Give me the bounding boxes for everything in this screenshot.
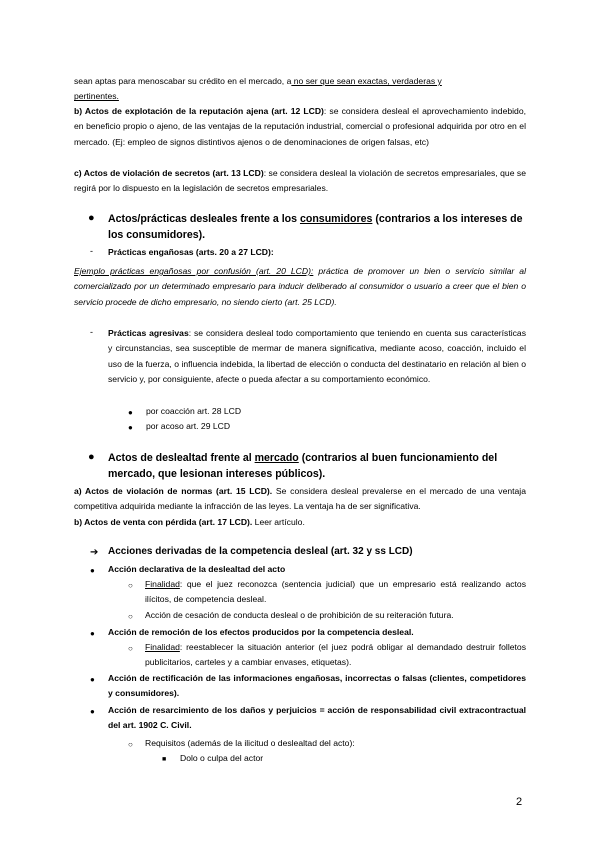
market-title-u: mercado: [254, 452, 299, 464]
a4-s1-square: ■: [162, 756, 167, 763]
actions-arrow: ➔: [90, 547, 99, 558]
a2-bullet: ●: [90, 629, 95, 638]
agresivas-dash: -: [90, 327, 93, 337]
item-c-secretos: [74, 166, 526, 197]
coaccion-bullet: ●: [128, 408, 133, 417]
market-b-label: b) Actos de venta con pérdida (art. 17 LCD).: [74, 517, 253, 527]
market-item-b: [74, 515, 526, 530]
market-item-a: [74, 484, 526, 515]
consumers-bullet: ●: [88, 212, 95, 224]
agresivas-paragraph: [108, 326, 526, 388]
a3-title: Acción de rectificación de las informaciones engañosas, incorrectas o falsas (clientes, competidores y consumidores).: [108, 673, 526, 699]
intro-underlined-2: pertinentes.: [74, 91, 119, 102]
consumers-title-b: (contrarios a los intereses de: [372, 213, 523, 225]
a2-s1-circle: ○: [128, 644, 133, 653]
item-c-label: c) Actos de violación de secretos (art. 13 LCD): [74, 168, 264, 178]
market-bullet: ●: [88, 451, 95, 463]
a1-s1-label: Finalidad: [145, 579, 180, 589]
a1-s2-circle: ○: [128, 612, 133, 621]
a1-s1-text: : que el juez reconozca (sentencia judicial) que un empresario está realizando actos ilícitos, de competencia desleal.: [145, 579, 526, 605]
consumers-title-a: Actos/prácticas desleales frente a los: [108, 213, 300, 225]
consumers-title-line2: los consumidores).: [108, 229, 206, 241]
a4-s1-circle: ○: [128, 740, 133, 749]
market-b-text: Leer artículo.: [252, 517, 305, 527]
a4-bullet: ●: [90, 707, 95, 716]
item-c-text: : se considera desleal la violación de secretos empresariales, que se regirá por lo dispuesto en la legislación de secretos empresariales.: [74, 168, 526, 194]
a1-title: Acción declarativa de la deslealtad del acto: [108, 564, 286, 574]
item-b-label: b) Actos de explotación de la reputación ajena (art. 12 LCD): [74, 106, 324, 116]
market-title-a: Actos de deslealtad frente al: [108, 452, 255, 464]
a2-s1-label: Finalidad: [145, 642, 180, 652]
agresivas-label: Prácticas agresivas: [108, 328, 189, 338]
example-paragraph: [74, 264, 526, 310]
item-b-reputacion: [74, 104, 526, 150]
actions-heading: Acciones derivadas de la competencia desleal (art. 32 y ss LCD): [108, 546, 413, 557]
intro-paragraph: [74, 74, 526, 105]
acoso-bullet: ●: [128, 423, 133, 432]
market-title-b: (contrarios al buen funcionamiento del: [298, 452, 498, 464]
enganosas-dash: -: [90, 246, 93, 256]
example-label: Ejemplo prácticas engañosas por confusión (art. 20 LCD):: [74, 266, 314, 276]
a4-title: Acción de resarcimiento de los daños y perjuicios = acción de responsabilidad civil extracontractual del art. 1902 C. Civil.: [108, 705, 526, 731]
a2-title: Acción de remoción de los efectos producidos por la competencia desleal.: [108, 627, 414, 637]
acoso-item: por acoso art. 29 LCD: [146, 421, 231, 431]
a4-s1-item: Dolo o culpa del actor: [180, 753, 264, 763]
intro-text: sean aptas para menoscabar su crédito en el mercado, a: [74, 76, 292, 86]
a2-s1: [145, 640, 526, 671]
market-title-line2: mercado, que lesionan intereses públicos).: [108, 468, 326, 480]
a1-s1: [145, 577, 526, 608]
enganosas-heading: Prácticas engañosas (arts. 20 a 27 LCD):: [108, 247, 274, 257]
a4-s1: Requisitos (además de la ilicitud o deslealtad del acto):: [145, 738, 355, 748]
a2-s1-text: : reestablecer la situación anterior (el juez podrá obligar al demandado destruir folletos publicitarios, carteles y a cambiar envases, etiquetas).: [145, 642, 526, 668]
a1-s2: Acción de cesación de conducta desleal o de prohibición de su reiteración futura.: [145, 610, 454, 620]
consumers-title-u: consumidores: [299, 213, 373, 225]
consumers-heading: [108, 211, 526, 243]
a1-bullet: ●: [90, 566, 95, 575]
page-number: 2: [516, 796, 523, 808]
market-a-label: a) Actos de violación de normas (art. 15 LCD).: [74, 486, 273, 496]
item-b-text: : se considera desleal el aprovechamiento indebido, en beneficio propio o ajeno, de las ventajas de la reputación industrial, comercial o profesional adquirida por otro en el mercado. (Ej: empleo de signos distintivos ajenos o de denominaciones de origen falsas, etc): [74, 106, 526, 147]
coaccion-item: por coacción art. 28 LCD: [146, 406, 242, 416]
intro-underlined: no ser que sean exactas, verdaderas y: [291, 76, 442, 86]
agresivas-text: : se considera desleal todo comportamiento que teniendo en cuenta sus características y circunstancias, sea susceptible de mermar de manera significativa, mediante acoso, coacción, incluido el uso de la fuerza, o influencia indebida, la libertad de elección o conducta del destinatario en relación al bien o servicio y, por consiguiente, afecte o pueda afectar a su comportamiento económico.: [108, 328, 526, 385]
market-heading: [108, 450, 526, 482]
market-a-text: Se considera desleal prevalerse en el mercado de una ventaja competitiva adquirida mediante la infracción de las leyes. La ventaja ha de ser significativa.: [74, 486, 526, 512]
example-text: práctica de promover un bien o servicio similar al comercializado por un determinado empresario para inducir deliberado al consumidor o usuario a creer que el bien o servicio procede de dicho empresario, no siendo cierto (art. 25 LCD).: [74, 266, 526, 307]
a3-bullet: ●: [90, 675, 95, 684]
a1-s1-circle: ○: [128, 581, 133, 590]
